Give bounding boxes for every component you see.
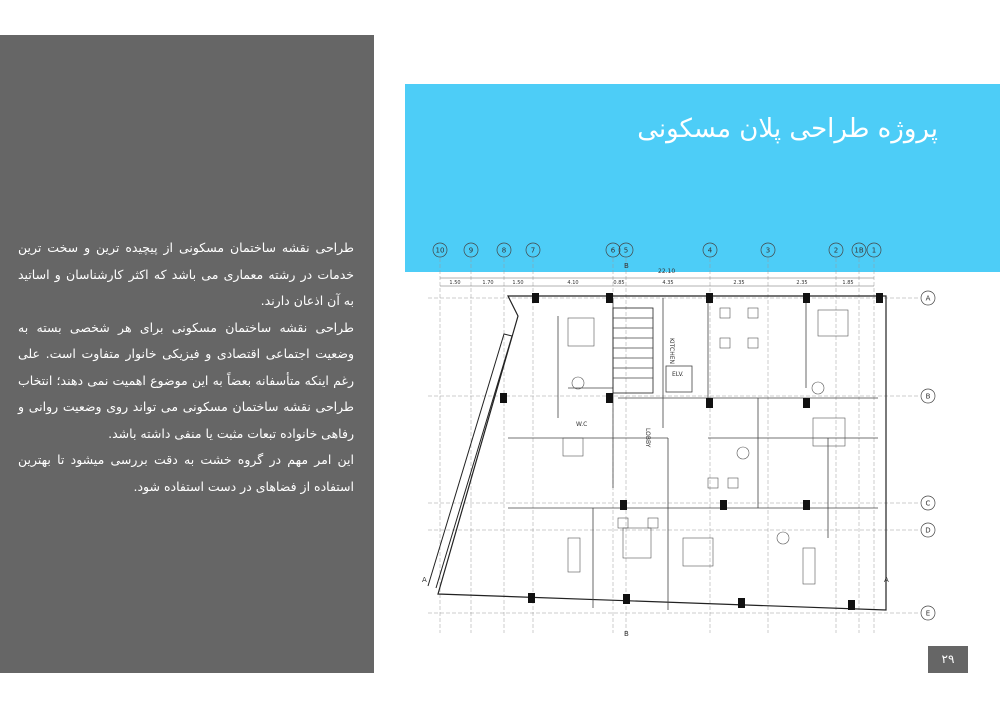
paragraph-1: طراحی نقشه ساختمان مسکونی از پیچیده ترین و سخت ترین خدمات در رشته معماری می باشد که اکثر کارشناسان و اساتید به آن اذعان دارند. bbox=[18, 240, 354, 308]
furniture bbox=[563, 308, 848, 584]
dimension-label: 4.10 bbox=[567, 280, 579, 286]
page-number-badge: ۲۹ bbox=[928, 646, 968, 673]
wc-label: W.C bbox=[576, 421, 588, 428]
column-axis-label: 8 bbox=[501, 246, 507, 255]
building-outline bbox=[428, 296, 886, 610]
kitchen-label: KITCHEN bbox=[668, 338, 675, 364]
top-dimensions bbox=[440, 278, 874, 286]
row-axis-label: E bbox=[925, 609, 931, 618]
section-marks bbox=[422, 262, 889, 638]
column-axis-label: 7 bbox=[530, 246, 536, 255]
row-axis-label: D bbox=[925, 526, 931, 535]
column-axis-label: 10 bbox=[435, 246, 445, 255]
row-axis-label: B bbox=[925, 392, 931, 401]
structural-columns bbox=[500, 293, 883, 610]
exterior-wall bbox=[438, 296, 886, 610]
page-title: پروژه طراحی پلان مسکونی bbox=[637, 114, 938, 144]
interior-walls bbox=[508, 298, 878, 610]
dimension-label: 1.85 bbox=[842, 280, 854, 286]
floor-plan-drawing bbox=[408, 238, 948, 640]
dimension-label: 1.70 bbox=[482, 280, 494, 286]
column-axis-label: 6 bbox=[610, 246, 616, 255]
row-axis-label: C bbox=[925, 499, 931, 508]
paragraph-2: طراحی نقشه ساختمان مسکونی برای هر شخصی بسته به وضعیت اجتماعی اقتصادی و فیزیکی خانوار متفاوت است. علی رغم اینکه متأسفانه بعضاً به این موضوع اهمیت نمی دهند؛ انتخاب طراحی نقشه ساختمان مسکونی می تواند روی وضعیت روانی و رفاهی خانواده تبعات مثبت یا منفی داشته باشد. bbox=[18, 319, 354, 441]
paragraph-3: این امر مهم در گروه خشت به دقت بررسی میشود تا بهترین استفاده از فضاهای در دست استفاده شود. bbox=[18, 452, 354, 494]
column-axis-label: 1B bbox=[854, 246, 864, 255]
section-mark-left: A bbox=[422, 576, 427, 584]
column-axis-label: 9 bbox=[468, 246, 474, 255]
dimension-label: 2.35 bbox=[796, 280, 808, 286]
dimension-label: 2.35 bbox=[733, 280, 745, 286]
dimension-label: 1.50 bbox=[512, 280, 524, 286]
column-axis-label: 2 bbox=[833, 246, 839, 255]
elevator-shaft bbox=[666, 366, 692, 392]
column-axis-label: 4 bbox=[707, 246, 713, 255]
section-mark-bottom: B bbox=[624, 630, 629, 638]
body-text bbox=[0, 235, 374, 500]
diagonal-facade bbox=[428, 334, 512, 588]
row-axis-label: A bbox=[925, 294, 931, 303]
column-axis-label: 3 bbox=[765, 246, 771, 255]
lobby-label: LOBBY bbox=[644, 428, 651, 448]
section-mark-right: A bbox=[884, 576, 889, 584]
column-axis-label: 5 bbox=[623, 246, 629, 255]
dimension-label: 0.85 bbox=[613, 280, 625, 286]
stair-core bbox=[613, 308, 653, 393]
dimension-label: 1.50 bbox=[449, 280, 461, 286]
section-mark-top: B bbox=[624, 262, 629, 270]
column-axis-label: 1 bbox=[871, 246, 877, 255]
dimension-label: 4.35 bbox=[662, 280, 674, 286]
overall-dimension: 22.10 bbox=[658, 268, 676, 275]
elevator-label: ELV. bbox=[672, 371, 684, 378]
